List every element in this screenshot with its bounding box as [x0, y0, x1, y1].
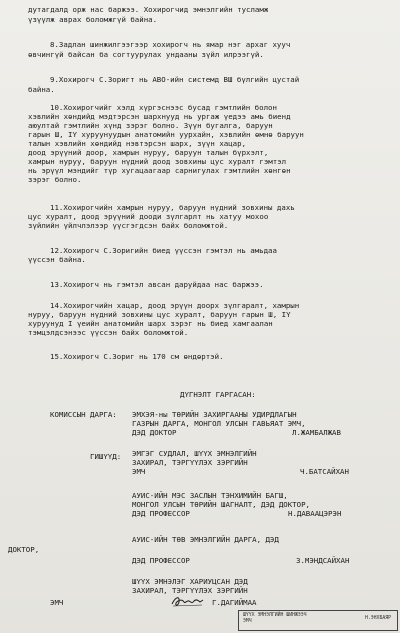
- text-line: 13.Хохирогч нь гэмтэл авсан даруйдаа нас баржээ.: [50, 280, 264, 289]
- member-title: ДЭД ПРОФЕССОР: [132, 509, 190, 518]
- text-line: байна.: [28, 85, 55, 94]
- text-line: 14.Хохирогчийн хацар, доод эрүүн доорх зүлгаралт, хамрын: [50, 301, 300, 310]
- stamp-line: ШҮҮХ ЭМНЭЛГИЙН ШИНЖЭЭЧ: [243, 613, 307, 618]
- text-line: доод эрүүний доор, хамрын нуруу, баруун талын бүрхэлт,: [28, 148, 269, 157]
- text-line: нуруу, баруун нүдний зовхины цус хуралт, баруун гарын Ш, IY: [28, 310, 291, 319]
- member-title: АУИС-ИЙН ТӨВ ЭМНЭЛГИЙН ДАРГА, ДЭД: [132, 535, 279, 544]
- member-title: АУИС-ИЙН МЭС ЗАСЛЫН ТЭНХИМИЙН БАГШ,: [132, 491, 288, 500]
- text-line: хамрын нуруу, баруун нүдний доод зовхины цус хуралт гэмтэл: [28, 157, 287, 166]
- text-line: аюултай гэмтлийн хүнд зэрэг болно. Зүүн бугалга, баруун: [28, 121, 273, 130]
- member-title: ЗАХИРАЛ, ТЭРГҮҮЛЭХ ЗЭРГИЙН: [132, 586, 248, 595]
- member-title: ЭМЧ: [132, 467, 146, 476]
- member-name: Ч.БАТСАЙХАН: [300, 467, 349, 476]
- text-line: дутагдалд орж нас баржээ. Хохирогчид эмнэлгийн тусламж: [28, 5, 269, 14]
- member-name: Н.ДАВААЦЭРЭН: [288, 509, 342, 518]
- commission-chair-title: ЭМХЭЯ-ны ТӨРИЙН ЗАХИРГААНЫ УДИРДЛАГЫН: [132, 410, 297, 419]
- handwritten-signature: [170, 594, 204, 608]
- commission-chair-name: Л.ЖАМБАЛЖАВ: [292, 428, 341, 437]
- member-name: З.МЭНДСАЙХАН: [296, 556, 350, 565]
- text-line: хэвлийн хөндийд мэдтэрсэн шархнууд нь ургаж үедээ амь биенд: [28, 112, 291, 121]
- member-title: ЗАХИРАЛ, ТЭРГҮҮЛЭХ ЗЭРГИЙН: [132, 458, 248, 467]
- text-line: зүйлийн үйлчлэлээр үүсгэгдсэн байх боломжтой.: [28, 221, 229, 230]
- text-line: 12.Хохирогч С.Зоригийн биед үүссэн гэмтэл нь амьдаа: [50, 246, 277, 255]
- member-name: Г.ДАГИЙМАА: [212, 598, 257, 607]
- signatures-heading: ДҮГНЭЛТ ГАРГАСАН:: [180, 390, 256, 399]
- text-line: 15.Хохирогч С.Зориг нь 170 см өндөртэй.: [50, 352, 224, 361]
- text-line: зэрэг болно.: [28, 175, 82, 184]
- text-line: хуруунуд I үеийн анатомийн шарх зэрэг нь биед хамгаалан: [28, 319, 273, 328]
- member-title: ШҮҮХ ЭМНЭЛЭГ ХАРИУЦСАН ДЭД: [132, 577, 248, 586]
- text-line: 11.Хохирогчийн хамрын нуруу, баруун нүдний зовхины дахь: [50, 203, 295, 212]
- member-title: ДОКТОР,: [8, 545, 40, 554]
- text-line: нь эрүүл мэндийг түр хугацаагаар сарнигулах гэмтлийн хөнгөн: [28, 166, 291, 175]
- members-label: ГИШҮҮД:: [90, 452, 122, 461]
- text-line: гарын Ш, IY хуруунуудын анатомийн уурхайн, хэвлийн өмнө баруун: [28, 130, 304, 139]
- member-title: МОНГОЛ УЛСЫН ТӨРИЙН ШАГНАЛТ, ДЭД ДОКТОР,: [132, 500, 310, 509]
- commission-chair-title: ГАЗРЫН ДАРГА, МОНГОЛ УЛСЫН ГАВЬЯАТ ЭМЧ,: [132, 419, 306, 428]
- official-stamp: [238, 610, 398, 631]
- commission-chair-label: КОМИССЫН ДАРГА:: [50, 410, 117, 419]
- member-title: ЭМГЭГ СУДЛАЛ, ШҮҮХ ЭМНЭЛГИЙН: [132, 449, 257, 458]
- text-line: цус хуралт, доод эрүүний дооди зүлгарлт нь хатуу мохоо: [28, 212, 269, 221]
- member-title: ДЭД ПРОФЕССОР: [132, 556, 190, 565]
- text-line: тэмцэлдсэнээс үүссэн байх боломжтой.: [28, 328, 189, 337]
- text-line: 10.Хохирогчийг хэлд хүргэснээс бусад гэмтлийн болон: [50, 103, 277, 112]
- text-line: үүссэн байна.: [28, 255, 86, 264]
- text-line: 9.Хохирогч С.Зоригт нь АВО-ийн системд ВШ бүлгийн цустай: [50, 75, 300, 84]
- member-title: ЭМЧ: [50, 598, 64, 607]
- text-line: үзүүлж аврах боломжгүй байна.: [28, 15, 158, 24]
- text-line: талын хэвлийн хөндийд нэвтэрсэн шарх, зүүн хацар,: [28, 139, 247, 148]
- stamp-line: ЭМЧ: [243, 619, 252, 624]
- text-line: 8.Задлан шинжилгээгээр хохирогч нь ямар нэг архаг хууч: [50, 40, 291, 49]
- stamp-name: Н.ЭНХБАЯР: [365, 616, 391, 621]
- commission-chair-title: ДЭД ДОКТОР: [132, 428, 177, 437]
- text-line: өвчингүй байсан ба согтуурулах ундааны зүйл илрээгүй.: [28, 50, 264, 59]
